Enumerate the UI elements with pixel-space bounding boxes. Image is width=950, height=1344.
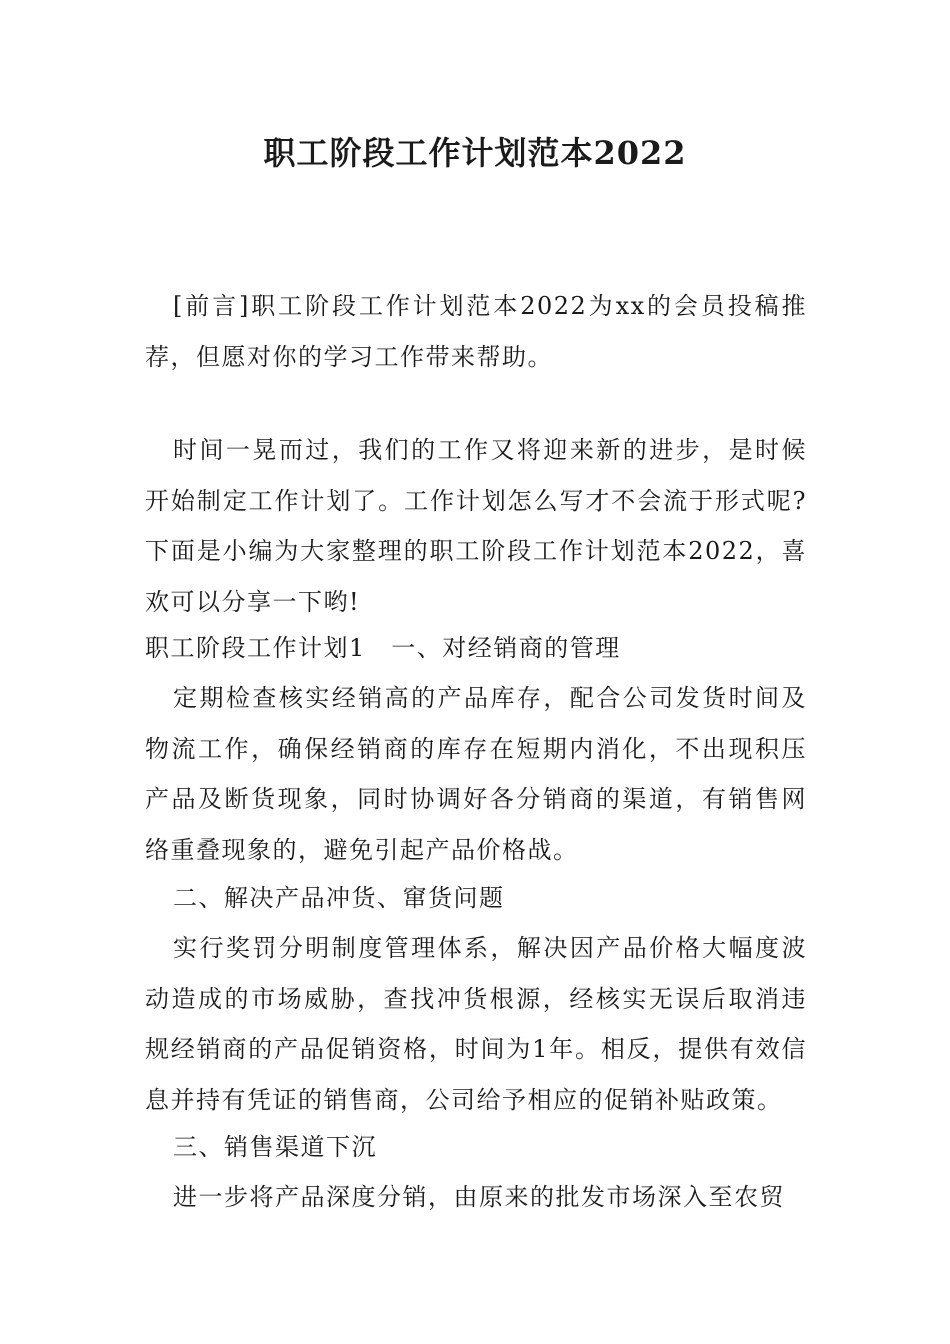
preface-text: [前言]职工阶段工作计划范本2022为xx的会员投稿推荐，但愿对你的学习工作带来帮助。 [145,292,807,371]
paragraph-dealer-management [145,673,807,875]
intro-text: 时间一晃而过，我们的工作又将迎来新的进步，是时候开始制定工作计划了。工作计划怎么写才不会流于形式呢?下面是小编为大家整理的职工阶段工作计划范本2022，喜欢可以分享一下哟! [145,436,807,616]
paragraph-text: 进一步将产品深度分销，由原来的批发市场深入至农贸 [173,1183,785,1211]
plan-heading [145,623,807,674]
intro-paragraph [145,425,807,627]
document-title: 职工阶段工作计划范本2022 [263,134,687,172]
preface-paragraph [145,281,807,382]
section-heading-text: 三、销售渠道下沉 [173,1133,377,1161]
paragraph-text: 定期检查核实经销高的产品库存，配合公司发货时间及物流工作，确保经销商的库存在短期内消化，不出现积压产品及断货现象，同时协调好各分销商的渠道，有销售网络重叠现象的，避免引起产品价格战。 [145,684,807,864]
section-heading-text: 二、解决产品冲货、窜货问题 [173,884,505,912]
paragraph-channel-sinking [145,1172,807,1223]
paragraph-goods-conflict [145,923,807,1125]
section-heading-3 [145,1122,807,1173]
section-heading-2 [145,873,807,924]
paragraph-text: 实行奖罚分明制度管理体系，解决因产品价格大幅度波动造成的市场威胁，查找冲货根源，经核实无误后取消违规经销商的产品促销资格，时间为1年。相反，提供有效信息并持有凭证的销售商，公司给予相应的促销补贴政策。 [145,934,807,1114]
plan-heading-text: 职工阶段工作计划1 一、对经销商的管理 [145,634,621,662]
